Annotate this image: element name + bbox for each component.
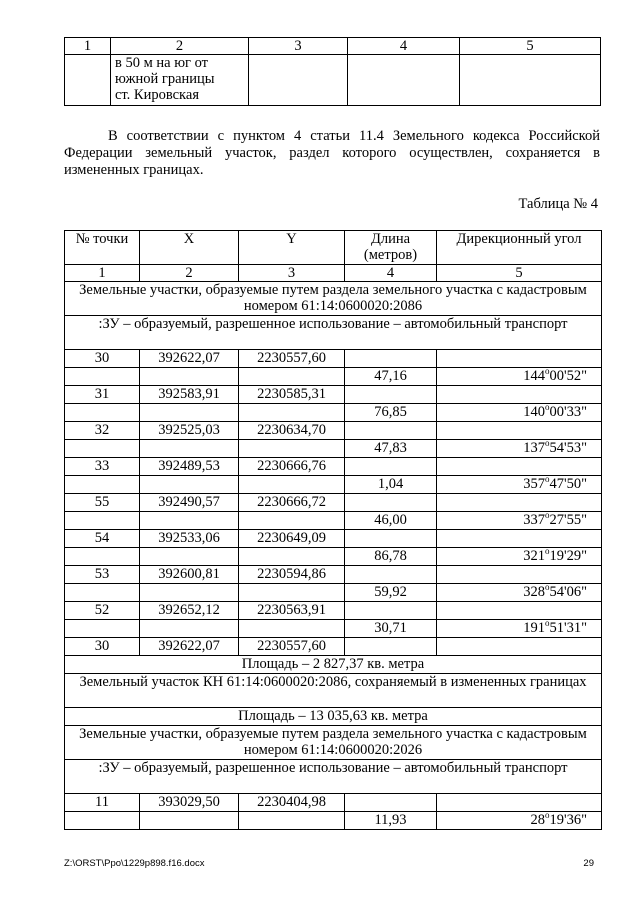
segment-length: 46,00	[345, 512, 437, 530]
table-cell	[65, 55, 111, 106]
direction-angle	[437, 440, 602, 458]
table-cell	[345, 530, 437, 548]
angle-degrees: 144	[523, 368, 545, 384]
kept-parcel-row: Земельный участок КН 61:14:0600020:2086, сохраняемый в измененных границах	[65, 674, 602, 708]
coord-y: 2230404,98	[239, 794, 345, 812]
table-cell	[345, 422, 437, 440]
table-cell	[345, 458, 437, 476]
angle-degrees: 137	[523, 440, 545, 456]
table-cell	[65, 404, 140, 422]
coord-x: 392533,06	[140, 530, 239, 548]
point-number: 30	[65, 638, 140, 656]
section-title: Земельные участки, образуемые путем раздела земельного участка с кадастровым номером 61:14:0600020:2026	[65, 726, 602, 760]
table-cell	[437, 350, 602, 368]
angle-minutes-seconds: 00'33"	[549, 404, 587, 420]
table-cell	[140, 404, 239, 422]
direction-angle	[437, 368, 602, 386]
column-number: 5	[437, 265, 602, 282]
table-cell	[65, 584, 140, 602]
table-cell	[345, 602, 437, 620]
angle-minutes-seconds: 27'55"	[549, 512, 587, 528]
table-cell	[239, 812, 345, 830]
header-cell: 1	[65, 38, 111, 55]
coord-y: 2230557,60	[239, 638, 345, 656]
coord-x: 392525,03	[140, 422, 239, 440]
location-cell: в 50 м на юг от южной границы ст. Кировская	[111, 55, 249, 106]
point-number: 53	[65, 566, 140, 584]
coord-x: 393029,50	[140, 794, 239, 812]
coord-y: 2230594,86	[239, 566, 345, 584]
table-cell	[345, 350, 437, 368]
coord-y: 2230634,70	[239, 422, 345, 440]
table-cell	[437, 494, 602, 512]
segment-length: 30,71	[345, 620, 437, 638]
degree-sign: o	[544, 618, 550, 628]
table-cell	[437, 638, 602, 656]
degree-sign: o	[544, 366, 550, 376]
header-cell: Дирекционный угол	[437, 231, 602, 265]
table-cell	[249, 55, 348, 106]
direction-angle	[437, 548, 602, 566]
table-cell	[140, 476, 239, 494]
header-cell: Y	[239, 231, 345, 265]
table-continued	[64, 37, 601, 106]
footer-file-path: Z:\ORST\Ppo\1229p898.f16.docx	[64, 858, 205, 869]
page-number: 29	[583, 858, 594, 869]
table-cell	[437, 602, 602, 620]
table-cell	[239, 440, 345, 458]
segment-length: 1,04	[345, 476, 437, 494]
direction-angle	[437, 404, 602, 422]
segment-length: 47,16	[345, 368, 437, 386]
coord-x: 392652,12	[140, 602, 239, 620]
table-cell	[65, 440, 140, 458]
point-number: 52	[65, 602, 140, 620]
header-cell: 2	[111, 38, 249, 55]
angle-degrees: 191	[523, 620, 545, 636]
table-cell	[140, 584, 239, 602]
degree-sign: o	[544, 582, 550, 592]
coord-x: 392622,07	[140, 350, 239, 368]
table-cell	[140, 512, 239, 530]
table-cell	[65, 620, 140, 638]
table-cell	[437, 422, 602, 440]
column-number: 3	[239, 265, 345, 282]
table-cell	[345, 566, 437, 584]
segment-length: 76,85	[345, 404, 437, 422]
table-cell	[345, 494, 437, 512]
angle-degrees: 357	[523, 476, 545, 492]
table-cell	[460, 55, 601, 106]
table-cell	[437, 530, 602, 548]
angle-degrees: 328	[523, 584, 545, 600]
table-cell	[140, 440, 239, 458]
coord-y: 2230666,72	[239, 494, 345, 512]
angle-minutes-seconds: 19'29"	[549, 548, 587, 564]
header-cell: Длина (метров)	[345, 231, 437, 265]
direction-angle	[437, 512, 602, 530]
degree-sign: o	[544, 402, 550, 412]
header-cell: № точки	[65, 231, 140, 265]
coord-x: 392489,53	[140, 458, 239, 476]
coord-y: 2230585,31	[239, 386, 345, 404]
table-cell	[239, 620, 345, 638]
table-cell	[140, 620, 239, 638]
point-number: 32	[65, 422, 140, 440]
angle-degrees: 28	[530, 812, 545, 828]
angle-minutes-seconds: 19'36"	[549, 812, 587, 828]
table-cell	[140, 812, 239, 830]
point-number: 30	[65, 350, 140, 368]
coord-y: 2230649,09	[239, 530, 345, 548]
table-cell	[437, 566, 602, 584]
table-cell	[437, 794, 602, 812]
section-title: Земельные участки, образуемые путем раздела земельного участка с кадастровым номером 61:14:0600020:2086	[65, 282, 602, 316]
header-cell: 5	[460, 38, 601, 55]
point-number: 31	[65, 386, 140, 404]
coord-y: 2230666,76	[239, 458, 345, 476]
angle-minutes-seconds: 54'06"	[549, 584, 587, 600]
body-paragraph: В соответствии с пунктом 4 статьи 11.4 Земельного кодекса Российской Федерации земельный участок, раздел которого осуществлен, сохраняется в измененных границах.	[64, 128, 600, 178]
table-cell	[437, 386, 602, 404]
table-cell	[348, 55, 460, 106]
coord-x: 392490,57	[140, 494, 239, 512]
angle-degrees: 337	[523, 512, 545, 528]
section-subtitle: :ЗУ – образуемый, разрешенное использование – автомобильный транспорт	[65, 316, 602, 350]
table-cell	[345, 638, 437, 656]
table-cell	[239, 368, 345, 386]
table-cell	[65, 368, 140, 386]
coord-x: 392600,81	[140, 566, 239, 584]
point-number: 33	[65, 458, 140, 476]
direction-angle	[437, 812, 602, 830]
coord-y: 2230557,60	[239, 350, 345, 368]
table-cell	[239, 512, 345, 530]
angle-degrees: 140	[523, 404, 545, 420]
degree-sign: o	[544, 810, 550, 820]
coord-x: 392622,07	[140, 638, 239, 656]
segment-length: 86,78	[345, 548, 437, 566]
header-cell: 3	[249, 38, 348, 55]
segment-length: 59,92	[345, 584, 437, 602]
table-cell	[239, 476, 345, 494]
table-cell	[437, 458, 602, 476]
table-caption: Таблица № 4	[518, 196, 598, 212]
table-cell	[65, 476, 140, 494]
degree-sign: o	[544, 438, 550, 448]
area-row: Площадь – 2 827,37 кв. метра	[65, 656, 602, 674]
coord-y: 2230563,91	[239, 602, 345, 620]
coordinates-table	[64, 230, 602, 830]
angle-minutes-seconds: 47'50"	[549, 476, 587, 492]
column-number: 4	[345, 265, 437, 282]
point-number: 11	[65, 794, 140, 812]
table-cell	[65, 548, 140, 566]
table-cell	[239, 584, 345, 602]
table-cell	[65, 512, 140, 530]
angle-minutes-seconds: 00'52"	[549, 368, 587, 384]
point-number: 55	[65, 494, 140, 512]
angle-minutes-seconds: 51'31"	[549, 620, 587, 636]
coord-x: 392583,91	[140, 386, 239, 404]
header-cell: 4	[348, 38, 460, 55]
column-number: 1	[65, 265, 140, 282]
column-number: 2	[140, 265, 239, 282]
degree-sign: o	[544, 546, 550, 556]
degree-sign: o	[544, 510, 550, 520]
area-row: Площадь – 13 035,63 кв. метра	[65, 708, 602, 726]
segment-length: 47,83	[345, 440, 437, 458]
degree-sign: o	[544, 474, 550, 484]
direction-angle	[437, 584, 602, 602]
angle-degrees: 321	[523, 548, 545, 564]
table-cell	[239, 404, 345, 422]
table-cell	[239, 548, 345, 566]
table-cell	[140, 548, 239, 566]
direction-angle	[437, 620, 602, 638]
table-cell	[140, 368, 239, 386]
point-number: 54	[65, 530, 140, 548]
table-cell	[345, 794, 437, 812]
section-subtitle: :ЗУ – образуемый, разрешенное использование – автомобильный транспорт	[65, 760, 602, 794]
segment-length: 11,93	[345, 812, 437, 830]
direction-angle	[437, 476, 602, 494]
table-cell	[65, 812, 140, 830]
angle-minutes-seconds: 54'53"	[549, 440, 587, 456]
header-cell: X	[140, 231, 239, 265]
table-cell	[345, 386, 437, 404]
